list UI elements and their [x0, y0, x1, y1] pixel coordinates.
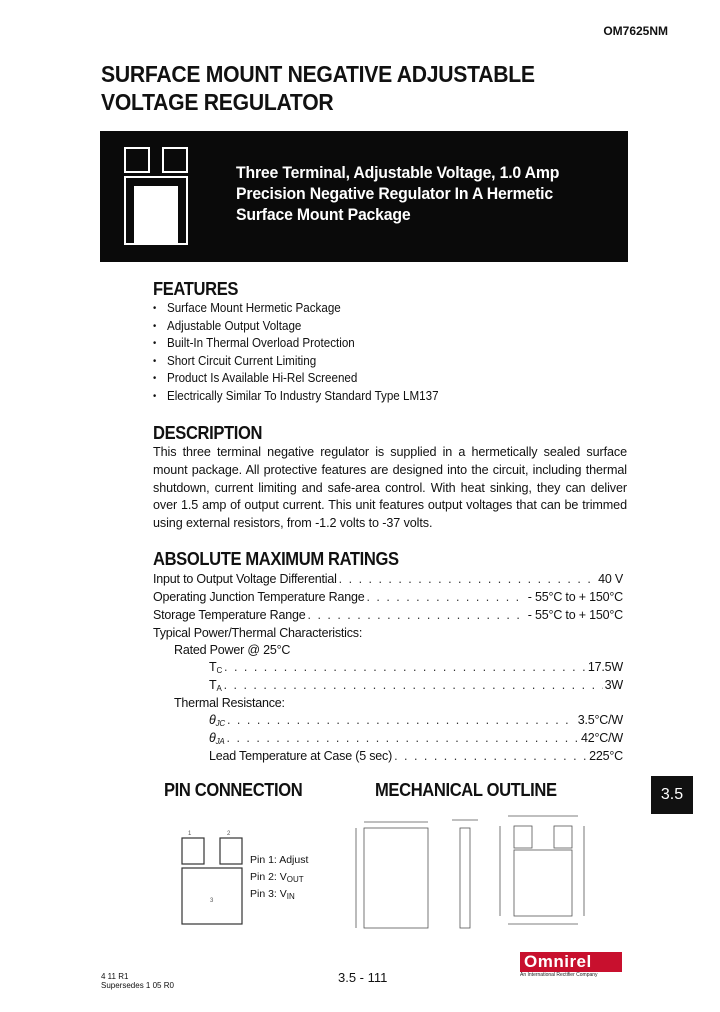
- rating-theta-jc: [209, 713, 623, 728]
- title-line-2: VOLTAGE REGULATOR: [101, 89, 334, 115]
- rating-value: 40 V: [598, 572, 623, 586]
- rating-value: 42°C/W: [580, 731, 623, 745]
- pin-number-3: 3: [210, 898, 214, 904]
- footer-revision: [101, 972, 174, 990]
- pin-3-label: Pin 3: $V_{IN}$: [250, 888, 295, 901]
- supersedes-text: Supersedes 1 05 R0: [101, 981, 174, 990]
- rating-value: - 55°C to + 150°C: [527, 590, 623, 604]
- rating-value: 3W: [604, 678, 623, 692]
- description-text: This three terminal negative regulator is supplied in a hermetically sealed surface mount package. All protective features are designed into the circuit, including thermal shutdown, current limiting and safe-area control. With heat sinking, they can deliver over 1.5 amp of output current. This unit features output voltages that can be trimmed using external resistors, from -1.2 volts to -37 volts.: [153, 445, 627, 531]
- banner-line-2: Precision Negative Regulator In A Hermetic: [236, 184, 553, 203]
- description-heading: DESCRIPTION: [153, 423, 263, 443]
- rating-value: - 55°C to + 150°C: [527, 608, 623, 622]
- page-number: 3.5 - 111: [338, 970, 388, 985]
- rating-label: Operating Junction Temperature Range: [153, 590, 365, 604]
- rating-value: 225°C: [589, 749, 623, 763]
- pin-2-label: Pin 2: $V_{OUT}$: [250, 871, 304, 884]
- banner-line-3: Surface Mount Package: [236, 205, 411, 224]
- part-number: OM7625NM: [603, 24, 668, 38]
- pin-connection-heading: PIN CONNECTION: [164, 780, 303, 800]
- package-outline-icon: [121, 146, 191, 246]
- thermal-resistance-label: Thermal Resistance:: [174, 696, 285, 710]
- features-heading: FEATURES: [153, 279, 239, 299]
- pin-number-1: 1: [188, 831, 192, 837]
- typical-heading: Typical Power/Thermal Characteristics:: [153, 626, 363, 640]
- ratings-heading: ABSOLUTE MAXIMUM RATINGS: [153, 549, 399, 569]
- list-item: • Built-In Thermal Overload Protection: [153, 335, 439, 353]
- pin-number-2: 2: [227, 831, 231, 837]
- rating-value: 17.5W: [587, 660, 623, 674]
- list-item: • Short Circuit Current Limiting: [153, 353, 439, 371]
- banner-line-1: Three Terminal, Adjustable Voltage, 1.0 Amp: [236, 163, 560, 182]
- logo-subtext: An International Rectifier Company: [520, 972, 598, 978]
- rating-ta: [209, 678, 623, 693]
- rating-label: Storage Temperature Range: [153, 608, 306, 622]
- list-item: • Electrically Similar To Industry Standard Type LM137: [153, 388, 439, 406]
- rating-label: Input to Output Voltage Differential: [153, 572, 337, 586]
- mechanical-outline-heading: MECHANICAL OUTLINE: [375, 780, 557, 800]
- logo-text: Omnirel: [520, 952, 622, 972]
- rating-storage-temp: [153, 608, 623, 622]
- list-item: • Surface Mount Hermetic Package: [153, 300, 439, 318]
- revision-text: 4 11 R1: [101, 972, 129, 981]
- omnirel-logo-icon: [520, 952, 622, 979]
- rating-junction-temp: [153, 590, 623, 604]
- features-list: [153, 300, 460, 406]
- mechanical-outline-drawing: [340, 806, 610, 950]
- rating-lead-temp: [209, 749, 623, 763]
- section-tab: 3.5: [651, 776, 693, 814]
- pin-diagram: [180, 828, 244, 926]
- rating-symbol: $T_A$: [209, 678, 222, 693]
- rating-symbol: $T_C$: [209, 660, 223, 675]
- banner-text: [236, 162, 599, 225]
- title-line-1: SURFACE MOUNT NEGATIVE ADJUSTABLE: [101, 61, 535, 87]
- rating-tc: [209, 660, 623, 675]
- rating-value: 3.5°C/W: [577, 713, 623, 727]
- list-item: • Adjustable Output Voltage: [153, 318, 439, 336]
- rating-symbol: $\theta_{JC}$: [209, 713, 225, 728]
- page-title: [101, 60, 616, 116]
- rating-theta-ja: [209, 731, 623, 746]
- rating-symbol: $\theta_{JA}$: [209, 731, 225, 746]
- rating-label: Lead Temperature at Case (5 sec): [209, 749, 393, 763]
- pin-1-label: Pin 1: Adjust: [250, 854, 309, 866]
- rated-power-label: Rated Power @ 25°C: [174, 643, 291, 657]
- rating-input-output: [153, 572, 623, 586]
- list-item: • Product Is Available Hi-Rel Screened: [153, 370, 439, 388]
